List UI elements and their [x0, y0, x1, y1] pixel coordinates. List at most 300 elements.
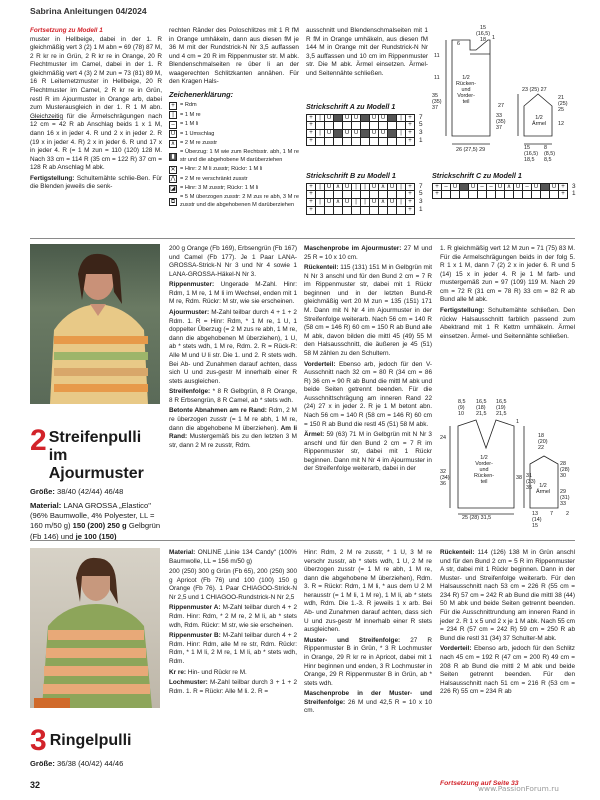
model2-schematic-labels [440, 400, 576, 530]
dim-label: 11 [434, 53, 440, 59]
legend [169, 102, 299, 209]
model2-material-bold: 150 (200) 250 g [72, 521, 127, 531]
chart-cell [388, 122, 397, 130]
paragraph-label: Rückenteil: [304, 264, 339, 272]
chart-row-number: 5 [419, 190, 423, 198]
chart-cell: + [433, 184, 442, 192]
dim-label: 8,5 [544, 156, 552, 163]
paragraph-text: M-Zahl teilbar durch 3 + 1 + 2 Rdm. 1. R = Rückr: Alle M li. 2. R = [169, 679, 297, 695]
model2-size-label: Größe: [30, 486, 55, 496]
chart-row-number: 1 [419, 205, 423, 213]
model3-photo [30, 548, 160, 708]
legend-label: = 1 M li [180, 121, 199, 128]
dim-label: 29 [560, 489, 566, 495]
dim-label: 18 [480, 36, 487, 43]
chart-cell [370, 191, 379, 199]
chart-cell: + [307, 138, 316, 146]
legend-symbol: ✕ [170, 166, 176, 173]
chart-cell [379, 138, 388, 146]
chart-b-rows [419, 183, 423, 215]
chart-cell: + [406, 191, 415, 199]
dim-label: 8,5 [458, 399, 466, 405]
chart-cell: U [379, 115, 388, 123]
chart-b [306, 171, 423, 215]
chart-cell [397, 122, 406, 130]
paragraph [169, 549, 297, 566]
chart-cell: U [370, 130, 379, 138]
chart-cell [361, 122, 370, 130]
paragraph-label: Maschenprobe in der Muster- und Streifenfolge: [304, 690, 432, 706]
chart-cell [523, 191, 532, 199]
chart-c-title: Strickschrift C zu Modell 1 [432, 171, 522, 180]
paragraph [304, 361, 432, 430]
chart-cell [361, 115, 370, 123]
chart-cell: + [307, 207, 316, 215]
paragraph-text: Ebenso arb, jedoch für den Schlitz nach 45 cm = 192 R (47 cm = 200 R) 49 cm = 208 R ab Bund die mittl 2 M abk und beide Seiten getrennt beenden. Für den Halsausschnitt nach 51 cm = 216 R (53 cm = 226 R) 55 cm = 234 R ab [440, 645, 576, 696]
dim-label: Vorder- [457, 92, 475, 99]
paragraph-text: 26 M und 42,5 R = 10 x 10 cm. [304, 698, 432, 715]
dim-label: 6 [457, 41, 460, 47]
model3-title: Ringelpulli [49, 732, 132, 750]
dim-label: 16,5 [476, 399, 487, 405]
dim-label: und [479, 466, 489, 473]
chart-cell: – [523, 184, 532, 192]
paragraph [169, 604, 297, 630]
dim-label: (18) [476, 404, 486, 411]
dim-label: 21,5 [496, 410, 507, 417]
gleichzeitig-label: Gleichzeitig [30, 112, 64, 120]
legend-row [169, 194, 299, 209]
dim-label: 23 (25) 27 [522, 87, 547, 93]
chart-cell [343, 122, 352, 130]
dim-label: 18 [538, 433, 544, 439]
model2-colB [304, 245, 432, 476]
legend-symbol: ▮ [169, 153, 177, 161]
chart-cell: + [406, 138, 415, 146]
model3-number: 3 [30, 724, 47, 757]
chart-cell [532, 191, 541, 199]
dim-label: 32 [440, 469, 446, 475]
chart-cell [325, 138, 334, 146]
chart-cell: U [514, 184, 523, 192]
paragraph-text: 27 M und 25 R = 10 x 10 cm. [304, 245, 432, 261]
legend-symbol: ◪ [170, 185, 176, 192]
paragraph [440, 245, 575, 305]
paragraph-text: ONLINE „Linie 134 Candy" (100% Baumwolle, LL = 156 m/50 g) [169, 549, 297, 565]
dim-label: 36 [440, 480, 446, 487]
chart-row-number: 5 [419, 121, 423, 129]
chart-cell: + [559, 191, 568, 199]
chart-cell [325, 191, 334, 199]
chart-cell: U [352, 115, 361, 123]
dim-label: 8 [544, 145, 547, 151]
divider-1 [30, 238, 575, 239]
paragraph-text: Schultemähte schließen. Den rückw Halsausschnitt farblich passend zum Abektrand mit 1 R Kettm umhäkeln. Ärmel einsetzen. Ärmel- und Seitennähte schließen. [440, 307, 575, 340]
model1-text-2: für die Ärmelschrägungen nach 12 cm = 42 R ab Anschlag beids 1 x 1 M, dann 16 x in jeder 4. R und 2 x in jeder 2. R (19 x in jeder 4. R) 2 x in jeder 6. R und 17 x in jeder 4. R (= 1 M zun = 110 (120) 128 M. Nach 33 cm = 114 R (35 cm = 122 R) 37 cm = 128 R ab Anschlag M abk. [30, 112, 163, 172]
chart-cell [379, 207, 388, 215]
chart-cell: ∧ [379, 184, 388, 192]
chart-b-title: Strickschrift B zu Modell 1 [306, 171, 396, 180]
chart-cell: + [406, 199, 415, 207]
dim-label: Rücken- [474, 472, 495, 479]
model3-colA [169, 549, 297, 698]
chart-cell: – [487, 184, 496, 192]
dim-label: 27 [498, 103, 504, 109]
paragraph-text: Hin- und Rückr re M. [187, 668, 247, 676]
model3-size-label: Größe: [30, 759, 55, 768]
legend-symbol: – [169, 121, 177, 129]
chart-cell [451, 191, 460, 199]
legend-label: = 1 M re [180, 111, 201, 118]
legend-symbol: ⋀ [170, 176, 176, 183]
paragraph-label: Vorderteil: [304, 360, 336, 368]
legend-label: = 2 M re zusstr [180, 140, 218, 147]
dim-label: 28 [560, 461, 566, 467]
chart-cell: | [361, 184, 370, 192]
chart-cell [361, 138, 370, 146]
legend-row [169, 185, 299, 193]
dim-label: 1/2 [462, 75, 470, 81]
dim-label: 2 [566, 511, 569, 517]
chart-cell [316, 207, 325, 215]
chart-cell [325, 122, 334, 130]
watermark: www.PassionForum.ru [478, 784, 559, 793]
chart-cell [370, 138, 379, 146]
chart-cell [460, 184, 469, 192]
dim-label: 11 [434, 75, 440, 81]
dim-label: 1 [492, 35, 495, 41]
chart-cell: U [451, 184, 460, 192]
dim-label: 22 [538, 444, 544, 451]
chart-cell: U [469, 184, 478, 192]
chart-a-grid [306, 114, 415, 146]
paragraph-label: Fertigstellung: [440, 307, 485, 315]
chart-row-number: 3 [419, 129, 423, 137]
dim-label: 10 [458, 410, 464, 417]
chart-cell: + [307, 191, 316, 199]
chart-cell [388, 138, 397, 146]
model3-colC [440, 549, 575, 699]
chart-cell: U [550, 184, 559, 192]
chart-a [306, 102, 423, 146]
li-text: Mustergemäß bis zu den letzten 3 M str, dann 2 M re zusstr, Rdm. [169, 433, 297, 449]
legend-symbol: ⧉ [170, 198, 176, 205]
paragraph-text: 1. R gleichmäßig vert 12 M zun = 71 (75) 83 M. Für die Armelschrägungen beids in der folg 5. R 1 x 1 M, dann 7 (2) 2 x in jeder 6. R und 5 (14) 15 x in jeder 4. R je 1 M farb- und mustergemäß zun = 97 (109) 119 M. Nach 29 cm = 72 R (31 cm = 78 R) 33 cm = 82 R ab Bund alle M abk. [440, 245, 575, 304]
chart-cell [352, 138, 361, 146]
dim-label: 16,5 [496, 399, 507, 405]
chart-a-rows [419, 114, 423, 146]
chart-cell [343, 138, 352, 146]
legend-symbol: + [169, 102, 177, 110]
chart-cell [325, 207, 334, 215]
chart-cell [487, 191, 496, 199]
chart-cell: U [343, 115, 352, 123]
chart-cell [388, 191, 397, 199]
dim-label: (31) [560, 494, 570, 501]
dim-label: (9) [458, 404, 465, 411]
model3-colB [304, 549, 432, 718]
legend-row [169, 175, 299, 183]
chart-cell: U [343, 184, 352, 192]
paragraph [440, 307, 575, 341]
legend-symbol: | [169, 111, 177, 119]
dim-label: (19) [496, 404, 506, 411]
paragraph [304, 264, 432, 358]
chart-cell: ∧ [505, 184, 514, 192]
paragraph [169, 669, 297, 678]
chart-cell [388, 207, 397, 215]
chart-cell: + [307, 122, 316, 130]
li-label: Am li Rand: [169, 424, 297, 441]
model3-heading [30, 726, 162, 769]
legend-label: = Überzug: 1 M wie zum Rechtsstr. abh, 1 M re str und die abgehobene M darüberziehen [180, 149, 299, 163]
model2-material-label: Material: [30, 500, 62, 510]
dim-label: (28) [560, 466, 570, 473]
chart-cell: + [406, 122, 415, 130]
chart-cell [316, 122, 325, 130]
legend-row [169, 111, 299, 119]
chart-cell: U [325, 115, 334, 123]
chart-row-number: 1 [572, 190, 576, 198]
chart-cell: | [316, 130, 325, 138]
stripe-text: * 8 R Gelbgrün, 8 R Orange, 8 R Erbsengrün, 8 R Camel, ab * stets wdh. [169, 388, 297, 404]
chart-cell [460, 191, 469, 199]
dim-label: teil [480, 478, 488, 485]
dim-label: Vorder- [475, 460, 493, 467]
chart-cell: | [361, 199, 370, 207]
chart-cell: U [343, 199, 352, 207]
chart-b-grid [306, 183, 415, 215]
chart-cell: + [559, 184, 568, 192]
paragraph-text: 114 (126) 138 M in Grün anschl und für den Bund 2 cm = 5 R im Rippenmuster A str, dabei mit 1 Rückr beginnen. Dann in der Muster- und Streifenfolge weiterarb. Für den Halsausschnitt nach 53 cm = 226 R (55 cm = 234 R) 57 cm = 242 R ab Bund die mittl 38 (44) 50 M abk und beide Seiten getrennt beenden. Für die Ausschnittrundung am inneren Rand in jeder 2. R 1 x 5 und 2 x je 1 M abk. Nach 55 cm = 234 R (57 cm = 242 R) 59 cm = 250 R ab Bund die restl 31 (34) 37 Schulter-M abk. [440, 549, 576, 642]
chart-cell [388, 130, 397, 138]
page-number: 32 [30, 780, 41, 790]
chart-cell [397, 207, 406, 215]
chart-cell [334, 130, 343, 138]
paragraph-text: 59 (63) 71 M in Gelbgrün mit N Nr 3 anschl und für den Bund 2 cm = 7 R im Rippenmuster str, dabei mit 1 Rückr beginnen. Dann mit N Nr 4 im Ajourmuster in der Streifenfolge weiterarb, dabei in der [304, 431, 432, 473]
chart-cell: + [433, 191, 442, 199]
ajour-label: Ajourmuster: [169, 309, 210, 317]
paragraph-text: 200 (250) 300 g Grün (Fb 65), 200 (250) 300 g Apricot (Fb 76) und 100 (100) 150 g Orange (Fb 76). 1 Paar CHIAGOO-Strick-N Nr 2,5 und 1 CHIAGOO-Rundstrick-N Nr 2,5 [169, 568, 297, 601]
chart-cell [505, 191, 514, 199]
dim-label: teil [462, 98, 470, 105]
paragraph-label: Lochmuster: [169, 679, 208, 687]
legend-symbol: U [170, 131, 176, 138]
chart-cell [370, 207, 379, 215]
model1-text-3: rechten Ränder des Poloschlitzes mit 1 R fM in Orange umhäkeln, dann aus diesen fM je 36 M mit der Rundstrick-N Nr 3,5 auffassen und 4 cm = 20 R im Rippenmuster str. M abk. Blendenschmalseiten re über li an der waagerechten Schlitzkanten annähen. Für den Kragen Hals- [169, 27, 299, 86]
chart-cell [316, 138, 325, 146]
paragraph-label: Kr re: [169, 668, 187, 676]
chart-cell [352, 191, 361, 199]
model1-text-4: ausschnitt und Blendenschmalseiten mit 1 R fM in Orange umhäkeln, aus diesen fM 144 M in Orange mit der Rundstrick-N Nr 3,5 auffassen und 10 cm im Rippenmuster str. Die M abk. Ärmel einsetzen. Ärmel- und Seitennähte schließen. [306, 27, 428, 77]
chart-cell: U [325, 184, 334, 192]
legend-label: = Rdm [180, 102, 197, 109]
legend-symbol: ∧ [170, 140, 176, 147]
continued-footer: Fortsetzung auf Seite 33 [440, 780, 519, 787]
dim-label: (34) [440, 474, 450, 481]
chart-cell [361, 207, 370, 215]
beto-label: Betonte Abnahmen am re Rand: [169, 407, 267, 415]
model1-col1 [30, 27, 162, 194]
model2-heading [30, 426, 162, 542]
legend-label: = 5 M überzogen zusstr: 2 M zus re abh, 3 M re zusstr und die abgehobenen M darüberziehen [180, 194, 299, 208]
dim-label: 15 [524, 145, 530, 151]
chart-cell [334, 207, 343, 215]
chart-cell: | [316, 184, 325, 192]
continued-label: Fortsetzung zu Modell 1 [30, 27, 103, 34]
paragraph-label: Material: [169, 549, 196, 556]
chart-cell [334, 191, 343, 199]
paragraph-label: Rippenmuster B: [169, 632, 221, 640]
model2-title-1: Streifenpulli im [48, 429, 142, 464]
dim-label: 15 [480, 25, 487, 31]
legend-label: = Hinr: 2 M li zusstr; Rückr: 1 M li [180, 166, 263, 173]
dim-label: 35 [432, 93, 438, 99]
model2-number: 2 [30, 424, 47, 457]
chart-cell: + [307, 130, 316, 138]
divider-2 [30, 540, 575, 541]
chart-cell: U [370, 115, 379, 123]
legend-label: = Hinr: 3 M zusstr; Rückr: 1 M li [180, 185, 259, 192]
chart-cell [514, 191, 523, 199]
model2-colA [169, 245, 297, 452]
model2-size: 38/40 (42/44) 46/48 [57, 486, 124, 496]
chart-cell: + [406, 207, 415, 215]
paragraph [304, 549, 432, 635]
dim-label: 30 [560, 472, 566, 479]
chart-cell [343, 207, 352, 215]
paragraph-label: Vorderteil: [440, 645, 472, 653]
chart-cell [379, 191, 388, 199]
chart-cell [361, 191, 370, 199]
chart-cell: U [370, 199, 379, 207]
chart-cell: | [352, 184, 361, 192]
model2-photo-art [30, 244, 160, 404]
dim-label: 1/2 [480, 455, 488, 461]
chart-row-number: 3 [419, 198, 423, 206]
paragraph [304, 690, 432, 716]
dim-label: (35) [496, 118, 506, 125]
chart-cell: + [406, 130, 415, 138]
model2-photo [30, 244, 160, 404]
model2-title-2: Ajourmuster [48, 464, 144, 482]
chart-cell [316, 191, 325, 199]
chart-cell: | [316, 115, 325, 123]
paragraph [440, 549, 575, 643]
chart-cell [541, 184, 550, 192]
chart-cell: ∧ [334, 199, 343, 207]
model3-size: 36/38 (40/42) 44/46 [57, 759, 124, 768]
page-header: Sabrina Anleitungen 04/2024 [30, 6, 147, 16]
chart-cell: | [397, 199, 406, 207]
dim-label: 1/2 [535, 115, 543, 121]
chart-cell [334, 138, 343, 146]
dim-label: 12 [558, 121, 564, 127]
chart-cell [379, 122, 388, 130]
chart-row-number: 7 [419, 113, 423, 121]
fert-label: Fertigstellung: [30, 174, 75, 182]
chart-cell: – [478, 184, 487, 192]
chart-cell [496, 191, 505, 199]
chart-cell [397, 138, 406, 146]
paragraph-label: Rückenteil: [440, 549, 475, 556]
paragraph-text: 27 R Rippenmuster B in Grün, * 3 R Lochmuster in Orange, 29 R kr re in Apricot, dabei mit 1 Hinr beginnen und enden, 3 R Lochmuster in Orange, 29 R Rippenmuster B in Grün, ab * stets wdh. [304, 636, 432, 687]
chart-cell: | [316, 199, 325, 207]
chart-cell: ∧ [334, 184, 343, 192]
chart-cell [397, 191, 406, 199]
chart-cell: + [406, 115, 415, 123]
paragraph-text: Hinr: Rdm, 2 M re zusstr, * 1 U, 3 M re verschr zusstr, ab * stets wdh, 1 U, 2 M re überzogen zusstr (= 1 M re abh, 1 M re, dann die abgehobene M überziehen), Rdm. 3. R = Rückr: Rdm, 1 M li, * aus dem U 2 M herausstr (= 1 M li, 1 M re), 1 M li, ab * stets wdh, Rdm. Die 1.-3. R jeweils 1 x arb. Bei Ab- und Zunahmen darauf achten, dass sich U und zus-gestr M innerhalb einer R stets ausgleichen. [304, 549, 432, 634]
chart-cell: + [307, 115, 316, 123]
chart-cell: + [307, 199, 316, 207]
paragraph [440, 645, 575, 696]
chart-cell [334, 122, 343, 130]
model2-material-tail: Gelbgrün (Fb 146) und [30, 521, 161, 541]
chart-cell [442, 191, 451, 199]
chart-c [432, 171, 576, 199]
dim-label: (16,5) [524, 150, 539, 157]
dim-label: 21 [558, 95, 564, 101]
chart-cell [370, 122, 379, 130]
chart-cell [469, 191, 478, 199]
dim-label: 25 [558, 106, 564, 113]
paragraph [304, 245, 432, 262]
paragraph [169, 632, 297, 666]
dim-label: 37 [496, 124, 502, 131]
chart-cell [334, 115, 343, 123]
chart-row-number: 1 [419, 136, 423, 144]
chart-cell: | [397, 184, 406, 192]
paragraph-label: Maschenprobe im Ajourmuster: [304, 245, 402, 252]
paragraph-label: Rippenmuster A: [169, 604, 221, 612]
chart-cell [388, 115, 397, 123]
chart-cell: | [352, 199, 361, 207]
model1-col3 [306, 27, 428, 80]
chart-c-rows [572, 183, 576, 200]
legend-title: Zeichenerklärung: [169, 90, 234, 100]
dim-label: 33 [496, 113, 502, 119]
legend-row [169, 149, 299, 164]
paragraph [169, 568, 297, 602]
dim-label: 35 [526, 484, 532, 491]
chart-row-number: 7 [419, 182, 423, 190]
chart-cell: | [397, 115, 406, 123]
chart-cell [478, 191, 487, 199]
model2-material-cont: 200 g Orange (Fb 169), Erbsengrün (Fb 167) und Camel (Fb 177). Je 1 Paar LANA-GROSSA-Strick-N Nr 3 und Nr 4 sowie 1 LANA-GROSSA-Häkel-N Nr 3. [169, 245, 297, 278]
paragraph-text: 115 (131) 151 M in Gelbgrün mit N Nr 3 anschl und für den Bund 2 cm = 7 R im Rippenmuster str, dabei mit 1 Rückr beginnen und in der letzten Bund-R gleichmäßig vert 20 M zun = 135 (151) 171 M. Dann mit N Nr 4 im Ajourmuster in der Streifenfolge weiterarb. Nach 56 cm = 140 R (58 cm = 146 R) 60 cm = 150 R ab Bund alle M abk, davon bilden die mittl 45 (49) 55 M den Halsausschnitt, die äußeren je 45 (51) 58 M zählen zu den Schultern. [304, 264, 432, 357]
chart-cell [343, 191, 352, 199]
chart-cell: U [388, 184, 397, 192]
rip-label: Rippenmuster: [169, 281, 215, 289]
dim-label: (20) [538, 438, 548, 445]
chart-cell: U [343, 130, 352, 138]
ajour-text: M-Zahl teilbar durch 4 + 1 + 2 Rdm. 1. R = Hinr: Rdm, * 1 M re, 1 U, 1 doppelter Überzug (= 2 M zus re abh, 1 M re, dann die abgehobenen M überziehen), 1 U, ab * stets wdh, 1 M re, Rdm. 2. R = Rück-R: Alle M und U li str. Die 1. und 2. R stets wdh. Bei Ab- und Zunahmen darauf achten, dass sich U und zus-gestr M innerhalb einer R stets ausgleichen. [169, 309, 297, 385]
chart-cell: U [379, 130, 388, 138]
chart-cell: U [352, 130, 361, 138]
model1-text-1: muster in Hellbeige, dabei in der 1. R gleichmäßig vert 3 (2) 1 M abn = 69 (78) 87 M, 2 R kr re in Grün, 2 R kr re in Orange, 20 R Flechtmuster im Camel, dabei in der 1. R gleichmäßig vert 4 (3) 2 M zun = 73 (81) 89 M, 16 R Leiternetzmuster in Hellbeige, 20 R Flechtmuster im Camel, 2 R kr re in Grün, restl R im Ajourmuster in Orange arb, dabei zum Musterausgleich in der 1. R 1 M abn. [30, 35, 162, 112]
dim-label: 33 [560, 500, 566, 507]
chart-cell [352, 207, 361, 215]
chart-cell [361, 130, 370, 138]
chart-cell [541, 191, 550, 199]
dim-label: Ärmel [532, 120, 547, 127]
paragraph-text: M-Zahl teilbar durch 4 + 2 Rdm. Hinr: Rdm, alle M re str, Rdm. Rückr: Rdm, * 1 M li, 2 M re, 1 M li, ab * stets wdh, Rdm. [169, 632, 297, 665]
legend-row [169, 102, 299, 110]
paragraph [304, 431, 432, 474]
rip-text: Ungerade M-Zahl. Hinr: Rdm, 1 M re, 1 M li im Wechsel, enden mit 1 M re, Rdm. Rückr: M str, wie sie erscheinen. [169, 281, 297, 306]
legend-row [169, 166, 299, 174]
dim-label: 25 (28) 31,5 [462, 515, 492, 521]
